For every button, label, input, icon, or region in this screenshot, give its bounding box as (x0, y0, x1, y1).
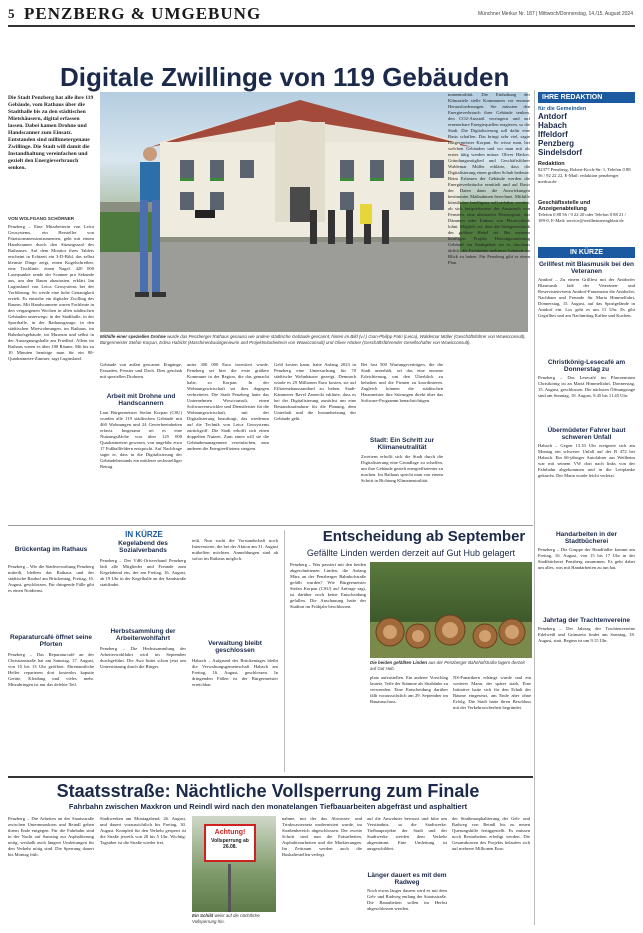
kurz-b-text: Penzberg – Der VdK-Ortsverband Penzberg lädt alle Mitglieder und Freunde zum Kegelabend ein, der am Freitag, 16. August, ab 19 Uhr in der Kegelhalle an der Sandstraße stattfindet. (100, 558, 186, 587)
kurz-c2-text: Habach – Aufgrund des Brückentages bleibt die Verwaltungsgemeinschaft Habach am Freitag, 16. August, geschlossen. In dringenden Fällen ist der Bürgermeister erreichbar. (192, 658, 278, 687)
sign-board (204, 824, 256, 862)
news-3-text: Habach – Gegen 13.10 Uhr ereignete sich am Montag ein schwerer Unfall auf der B 472 bei Habach. Ein 66-jähriger Autofahrer aus Weilheim war mit seinem VW dort nach links von der Fahrbahn abgekommen und in die Leitplanke gekracht. Der Mann wurde leicht verletzt. (538, 443, 635, 478)
news-4-headline: Handarbeiten in der Stadtbücherei (555, 531, 618, 545)
news-2-headline: Christkönig-Lesecafé am Donnerstag zu (547, 359, 626, 373)
kurz-c-headline: Verwaltung bleibt geschlossen (208, 640, 262, 654)
linden-col3: platz aufzustellen. Ein anderer Vorschlag lautete, Teile der Stämme als Sitzbänke zu verwenden. Eine Entscheidung darüber fällt voraussichtlich am 29. September im Bauausschuss. (370, 675, 448, 704)
redaktion-head: Redaktion (538, 161, 565, 167)
mid-rule (8, 525, 533, 526)
lead-col3: unter 300 000 Euro investiert wurde. Penzberg sei hier die erste größere Kommune in der Region, die das gemacht habe, so Korpan. In der Wohnungswirtschaft sei dies dagegen verbreiteter. Die Stadt Penzberg hatte das Unternehmen Wowiconsult, einen Softwareentwickler und Dienstleister für die Wohnungswirtschaft, mit der Digitalisierung beauftragt, das wiederum auf die Technik von Leica Geosystems zurückgriff. Die Stadt erhofft sich einen doppelten Nutzen. Zum einen will sie die Gebäudemanagement vereinfachen, zum anderen die Energieeffizienz steigern. (187, 362, 269, 451)
header-rule (8, 25, 635, 27)
staats-caption (192, 913, 276, 927)
lead-author: VON WOLFGANG SCHÖRNER (8, 216, 75, 221)
sidebar-title: IHRE REDAKTION (538, 92, 635, 103)
linden-headline: Entscheidung ab September (322, 528, 526, 545)
mid-divider (284, 530, 285, 772)
lead-caption-text: wurde das Penzberger Rathaus genauso wie andere städtische Gebäude gescannt; hinten im Bild (v.l.) Gian-Philipp Patri (Leica), Waldemar Müller (Geschäftsführer von Wowicconsult), Bürgermeister Stefan Korpan, Edina Habicht (Maschinenbauingenieurin und Projektmitarbeiterin von Wowicconsult) und Oliver Häcker (Geschäftsführender Gesellschafter von Wowicconsult). (100, 334, 526, 345)
lead-headline: Digitale Zwillinge von 119 Gebäuden (60, 62, 510, 92)
staats-caption-bold: Ein Schild (192, 913, 214, 918)
staats-caption-text: weist auf die nächtliche Vollsperrung hin. (192, 913, 260, 924)
linden-subheadline: Gefällte Linden werden derzeit auf Gut Hub gelagert (306, 548, 516, 558)
bottom-rule (8, 776, 533, 778)
staats-col4b: Noch etwas länger dauern wird es mit dem Geh- und Radweg entlang der Staatsstraße. Die Bauarbeiten sollen im Herbst abgeschlossen werden. (367, 888, 447, 911)
staats-col4: auf die Anwohner bewusst und bitte um Verständnis, so die Stadtwerke. Tiefbauprojekte der Stadt und der Stadtwerke werden dem Verkehr abgestimmt. Eine Umleitung ist ausgeschildert. (367, 816, 447, 851)
linden-photo (370, 562, 532, 658)
staats-subhead: Länger dauert es mit dem Radweg (367, 872, 447, 886)
logs-photo-illustration (370, 562, 532, 658)
page-number: 5 (8, 6, 15, 21)
linden-col1: Penzberg – Was passiert mit den beiden abgeschnittenen Linden, die Anfang März an der Penzberger Bahnhofstraße gefällt wurden? Wie Bürgermeister Stefan Korpan (CSU) auf Anfrage sagt, ist darüber noch keine Entscheidung gefallen. Die Anschauung hatte der Stadtrat im Frühjahr beschlossen. (290, 562, 366, 609)
linden-caption-bold: Die beiden gefällten Linden (370, 660, 428, 665)
staats-headline: Staatsstraße: Nächtliche Vollsperrung zum Finale (56, 781, 480, 801)
staats-col1: Penzberg – Die Arbeiten an der Staatsstraße zwischen Unternmaxkron und Reindl gehen ihrem Ende entgegen. Für die Fahrbahn sind in der Nacht auf Samstag zur Asphaltierung nötig, weshalb auch längere Umleitungen für den Verkehr nötig sind. Die Sperrung dauert bis Montag früh. (8, 816, 94, 857)
news-1-headline: Grillfest mit Blasmusik bei den Veteranen (539, 261, 634, 275)
sidebar-divider (534, 90, 535, 925)
sidebar-towns (538, 112, 635, 157)
news-4-text: Penzberg – Die Gruppe der Handfädler kommt am Freitag, 16. August, von 15 bis 17 Uhr in der Stadtbücherei Penzberg zusammen. Es geht dabei um alles, was mit Handarbeiten zu tun hat. (538, 547, 635, 570)
town-item: Penzberg (538, 139, 575, 148)
lead-intro: Die Stadt Penzberg hat alle ihre 119 Gebäude, vom Rathaus über die Stadthalle bis zu den städtischen Mietshäusern, digital erfassen lassen. Dabei kamen Drohne und Handscanner zum Einsatz. Entstanden sind millimetergenaue Zwillinge. Die Stadt will damit die Instandhaltung vereinfachen und gezielt den Energieverbrauch senken. (8, 95, 94, 171)
redaktion-contact: 82377 Penzberg, Robert-Koch-Str. 1, Telefon 0 88 56 / 92 22 22, E-Mail: redaktion penzberger merkur.de (538, 167, 631, 184)
lead-caption-bold: Mithilfe einer speziellen Drohne (100, 334, 166, 339)
lead-subhead-2: Stadt: Ein Schritt zur Klimaneutralität (369, 437, 435, 451)
kurz-b2-text: Penzberg – Die Herbstsammlung der Arbeiterwohlfahrt wird im September durchgeführt. Die Awo bittet schon jetzt um Unterstützung durch die Bürger. (100, 646, 186, 669)
linden-col4: NS-Fanatikern erhängt wurde und ein weiterer Mann, der später starb. Eine Initiative hatte sich für den Erhalt der Bäume eingesetzt, am Ende aber ohne Erfolg. Die Stadt hatte ihren Beschluss mit der Verkehrssicherheit begründet. (453, 675, 531, 710)
staats-photo (192, 816, 276, 912)
news-3-headline: Übermüdeter Fahrer baut schweren Unfall (547, 427, 626, 441)
lead-col6: manentralität. Die Einhaltung der Klimaziele stelle Kommunen vor enorme Herausforderungen. Sie müssten den Energieverbrauch ihrer Gebäude senken, den CO2-Ausstoß verringern und auf erneuerbare Energiequellen reagieren, so die Stadt. Die Digitalisierung soll dafür eine Basis schaffen. Das bringt sehr viel, sagte Bürgermeister Korpan. So wisse man, bei welchen Gebäuden und wo man mit als erstes tätig werden müsse. Oliver Häcker, Gründungsmitglied und Geschäftsführer Waldemar Müller erklärte, dass die Digitalisierung einen großen Schub bedeute. Beim Erfassen der Gebäude werden die Energieverbräuche ermittelt und auf Basis der Daten dann die Auswirkungen bestimmter Maßnahmen berechnet. Mithilfe künstlicher Intelligenz soll sichtbar werden, ob sich beispielsweise der Austausch von Fenstern, eine alternative Heizungsart, das Dämmen oder Einbau von Photovoltaik lohnt. Möglich sei, dass die Anlagentechnik der größere Hebel sei. Bei meinem künftigen Projekt Heizungssanierung Gebäude im Stadtgebiet sei es durchaus üblich, die Fachkräfte mehrerer Gebäude im Blick zu haben. Für Penzberg gibt es einen Plan. (448, 92, 530, 265)
staats-subheadline: Fahrbahn zwischen Maxkron und Reindl wird nach den monatelangen Tiefbauarbeiten abgefräst und asphaltiert (68, 802, 468, 811)
kurz-b2-headline: Herbstsammlung der Arbeiterwohlfahrt (110, 628, 176, 642)
sidebar-kurz-label: IN KÜRZE (538, 247, 635, 258)
sidebar (538, 92, 635, 686)
staats-col3: nahme, mit der das Abwasser- und Trinkwassernetz modernisiert wurde, im Straßenbereich abgeschlossen. Der zweite Schritt sind nun die Fräsarbeiten, Asphaltierarbeiten und die Markierungen. Im Zeitraum werden auch die Bushaltestellen verlegt. (282, 816, 362, 857)
kurz-a2-headline: Reparaturcafé öffnet seine Pforten (10, 634, 92, 648)
linden-caption (370, 660, 532, 672)
news-1-text: Antdorf – Zu einem Grillfest mit der Antdorfer Blasmusik lädt der Veteranen- und Reservistenverein Antdorf-Frauenrain die Antdorfer, Nachbarn und Freunde für Maria Himmelfahrt, Donnerstag, 15. August, auf das Sportgelände in Antdorf ein. Los geht es um 11 Uhr. Es gibt Gegrilltes und am Nachmittag Kaffee und Kuchen. (538, 277, 635, 318)
kurz-a-text: Penzberg – Wie die Stadtverwaltung Penzberg mitteilt, bleiben das Rathaus und der städtische Bauhof am Brückentag, Freitag, 16. August, geschlossen. Für dringende Fälle gibt es einen Notdienst. (8, 564, 94, 593)
lead-col4: Geld kosten kann, hatte Anfang 2023 in Penzberg eine Untersuchung für 70 städtische Wohnhäuser gezeigt. Demnach würde es 29 Millionen Euro kosten, sie auf Effizienzhausstandard zu heben. Stadt-Kämmerer Ravel Zarnecki erklärte, dass es bei der Digitalisierung zunächst um eine Bestandsaufnahme für die Planung, dem Unterhalt und die Instandsetzung der Gebäude geht. (274, 362, 356, 421)
section-title: PENZBERG & UMGEBUNG (24, 4, 262, 23)
staats-col2: Stadtwerken am Montagabend, 26. August, und dauert voraussichtlich bis Freitag, 30. August. Komplett für den Verkehr gesperrt ist die Straße jeweils von 20 bis 5 Uhr. Wichtig: Tagsüber ist die Straße wieder frei. (100, 816, 186, 845)
kurz-label: IN KÜRZE (125, 530, 163, 539)
town-item: Sindelsdorf (538, 148, 583, 157)
news-2-text: Penzberg – Das Lesecafé im Pfarrzentrum Christkönig ist an Mariä Himmelfahrt, Donnerstag, 15. August, geschlossen. Die nächsten Öffnungstage sind am Sonntag, 18. August, 9.45 bis 11.45 Uhr. (538, 375, 635, 398)
sign-heading: Achtung! (214, 829, 246, 836)
business-contact: Telefon 0 88 56 / 9 22 20 oder Telefon 0 88 21 / 189-0, E-Mail: service@weilheimertagblatt.de (538, 212, 626, 223)
lead-col5: Bei fast 500 Wartungsverträgen, die die Stadt unterhält, sei das eine enorme Erleichterung, um den Überblick zu behalten und die Firmen zu koordinieren. Zugleich können die städtischen Hausmeister ihre Störungen direkt über das Software-Programm benachrichtigen. (361, 362, 443, 403)
town-item: Antdorf (538, 112, 567, 121)
lead-subhead-1: Arbeit mit Drohne und Handscannern (106, 393, 176, 407)
news-5-headline: Jahrtag der Trachtenvereine (542, 617, 631, 624)
lead-col2b: Laut Bürgermeister Stefan Korpan (CSU) wurden alle 119 städtischen Gebäude mit 460 Wohnungen und 24 Gewerbeeinheiten erfasst. Insgesamt sei es eine Nutzungsfläche von über 125 000 Quadratmetern gewesen, von ungefähr etwa 17 Fußballfeldern entspricht. Auf Nachfrage sagte er, dass in die Digitalisierung der Gebäudebestands ein mittlerer sechsstelliger Betrag (100, 410, 182, 469)
business-head: Geschäftsstelle und Anzeigenabteilung (538, 200, 591, 212)
kurz-a2-text: Penzberg – Das Reparaturcafé an der Christianstraße hat am Samstag, 17. August, von 10 bis 13 Uhr geöffnet. Ehrenamtliche Helfer reparieren dort kostenlos kaputte Geräte, Kleidung und vieles mehr. Mitzubringen ist nur das defekte Teil. (8, 652, 94, 687)
lead-col1: Penzberg – Eine Mitarbeiterin von Leica Geosystems, ein Hersteller von Präzisionsmessinstrumenten, geht mit einem Handscanner durch den Sitzungssaal des Rathauses. Auf dem Monitor ihres Tablets erscheint in Echtzeit ein 3-D-Bild, das selbst kleinste Dinge zeigt, einen Kugelschreiber, eine Tischlinie, einen Nagel. 420 000 Laserpunkte sende der Scanner pro Sekunde aus, um den Raum abzutasten, erklärt Jan Luginsland von Leica Geosystems bei der Vorführung. So werde eine hohe Genauigkeit erzielt. Es entstehe ein digitaler Zwilling des Raums. Mit Handscannern waren Fachleute in den vergangenen Wochen in allen städtischen Gebäuden unterwegs: in der Stadthalle, in der Sporthalle, in der Rathausgarage, in den städtischen Mietwohnungen, im Rathaus, im Bahnhofsgebäude, im Museum und selbst in der Aussegnungshalle am Friedhof. Allein im Rathaus waren es über 180 Räume. Mit bis zu 10 Minuten benötige man für ein 80-Quadratmeter-Zimmer, sagt Luginsland. (8, 224, 94, 361)
lead-col2: Gebäude von außen gescannt: Eingänge, Fassaden, Fenster und Dach. Dies geschah mit speziellen Drohnen. (100, 362, 182, 379)
kurz-c-text: teilt. Nun sucht die Vorstandschaft noch Interessierte, die bei der Aktion am 31. August mithelfen möchten. Anmeldungen sind ab sofort im Rathaus möglich. (192, 538, 278, 561)
kurz-b-headline: Kegelabend des Sozialverbands (118, 540, 168, 554)
issue-meta: Münchner Merkur Nr. 187 | Mittwoch/Donnerstag, 14./15. August 2024 (478, 11, 633, 17)
linden-caption-text: aus der Penzberger Bahnhofstraße lagern derzeit auf Gut Hub. (370, 660, 525, 671)
sidebar-for: für die Gemeinden (538, 106, 587, 112)
town-item: Habach (538, 121, 567, 130)
news-5-text: Penzberg – Der Jahrtag der Trachtenvereine Edelweiß und Grünstein findet am Sonntag, 18. August, statt. Beginn ist um 9.15 Uhr. (538, 626, 635, 643)
sign-post (228, 864, 231, 912)
lead-col5b: Zweitens erhofft sich die Stadt durch die Digitalisierung eine Grundlage zu schaffen, um ihre Gebäude gezielt energieffizienter zu machen. Im Rathaus spricht man von einem Schritt in Richtung Klimaneutralität. (361, 454, 443, 483)
town-item: Iffeldorf (538, 130, 568, 139)
staats-col5: der Straßenasphaltierung der Geh- und Radweg von Reindl bis zu neuen Querungshilfe fertiggestellt. Es müssen noch Restarbeiten erledigt werden. Die Gesamtkosten des Projekts belaufen sich auf mehrere Millionen Euro. (452, 816, 530, 851)
kurz-a-headline: Brückentag im Rathaus (14, 546, 88, 553)
sign-text: Vollsperrung ab 26.08. (211, 838, 249, 850)
